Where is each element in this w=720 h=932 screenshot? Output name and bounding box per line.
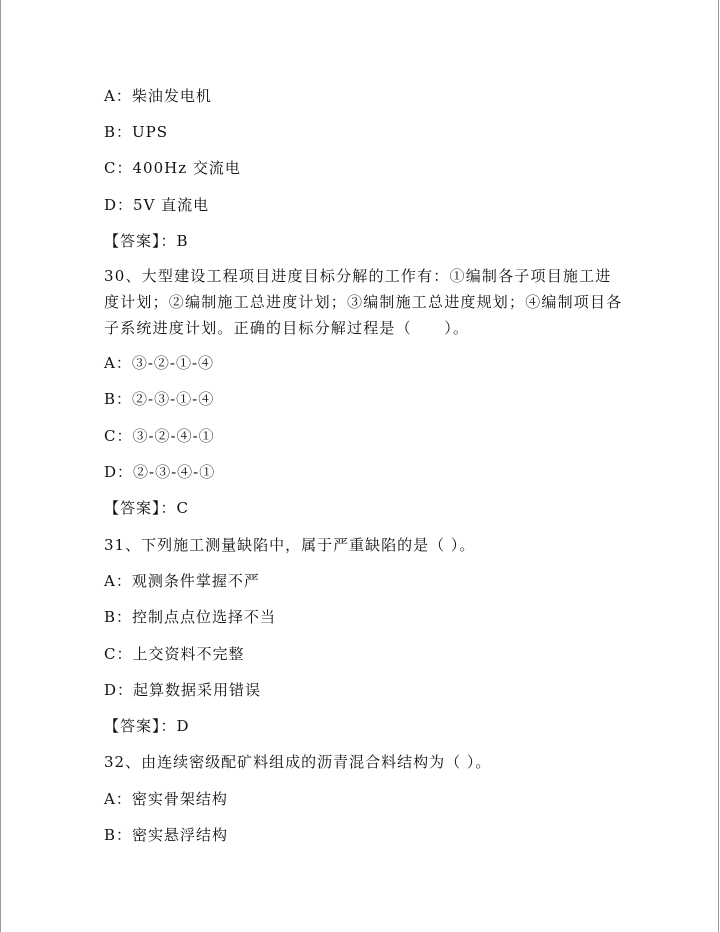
option-c-q29: C：400Hz 交流电 — [104, 159, 241, 177]
option-d-q30: D：②-③-④-① — [104, 463, 216, 481]
option-a-q31: A：观测条件掌握不严 — [104, 572, 260, 590]
option-b-q29: B：UPS — [104, 123, 169, 141]
option-c-q30: C：③-②-④-① — [104, 427, 215, 445]
question-30: 30、大型建设工程项目进度目标分解的工作有：①编制各子项目施工进度计划；②编制施工总进度计划；③编制施工总进度规划；④编制项目各子系统进度计划。正确的目标分解过程是（ ）。 — [104, 267, 623, 337]
page-border-left — [0, 0, 1, 932]
option-d-q29: D：5V 直流电 — [104, 196, 210, 214]
page-border-right — [718, 0, 719, 932]
option-a-q32: A：密实骨架结构 — [104, 790, 228, 808]
option-b-q31: B：控制点点位选择不当 — [104, 608, 277, 626]
answer-q30: 【答案】：C — [104, 499, 189, 517]
option-b-q32: B：密实悬浮结构 — [104, 826, 229, 844]
answer-q29: 【答案】：B — [104, 232, 189, 250]
option-a-q29: A：柴油发电机 — [104, 87, 212, 105]
option-c-q31: C：上交资料不完整 — [104, 645, 245, 663]
question-31: 31、下列施工测量缺陷中，属于严重缺陷的是（ ）。 — [104, 536, 476, 554]
option-b-q30: B：②-③-①-④ — [104, 390, 215, 408]
option-a-q30: A：③-②-①-④ — [104, 354, 215, 372]
answer-q31: 【答案】：D — [104, 717, 190, 735]
option-d-q31: D：起算数据采用错误 — [104, 681, 262, 699]
question-32: 32、由连续密级配矿料组成的沥青混合料结构为（ ）。 — [104, 753, 492, 771]
